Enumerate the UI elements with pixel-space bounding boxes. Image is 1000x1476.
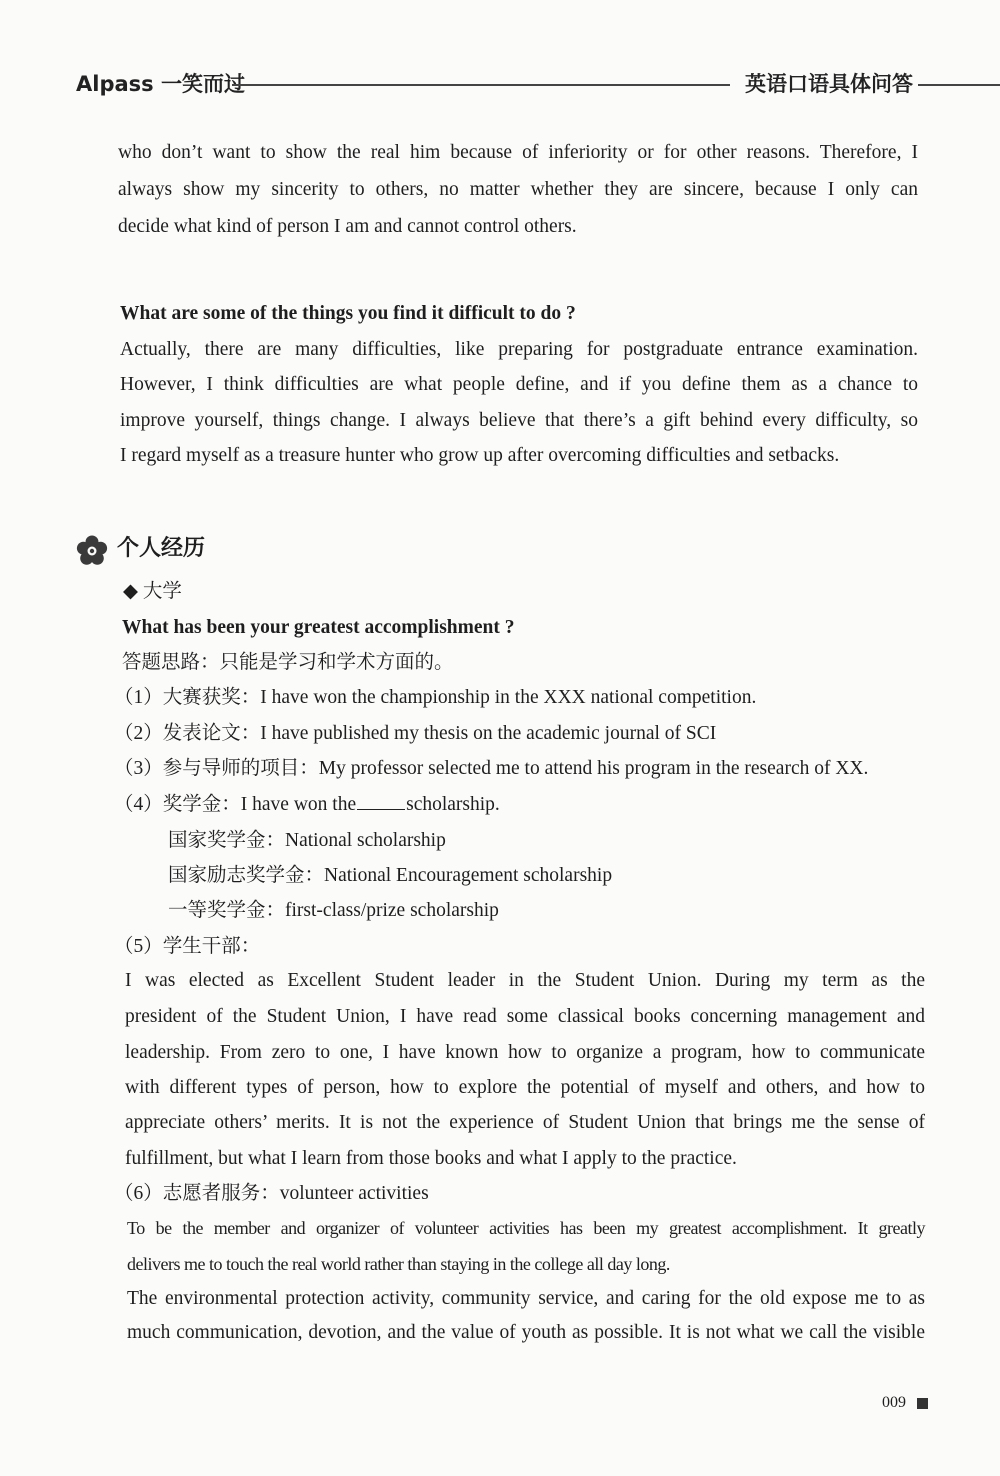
scholarship-1-cn: 国家奖学金： [168, 830, 286, 851]
answer-line-3: improve yourself, things change. I always believe that there’s a gift behind every difficulty, so [120, 410, 918, 431]
scholarship-2 [168, 858, 612, 894]
page-number-text: 009 [882, 1394, 906, 1411]
section-title: 个人经历 [117, 536, 206, 561]
fill-in-blank [357, 795, 405, 810]
header-logo: Alpass 一笑而过 [76, 72, 245, 96]
question-accomplishment: What has been your greatest accomplishment ? [122, 617, 515, 638]
intro-line-3: decide what kind of person I am and cannot control others. [118, 216, 577, 237]
item-5-line-5: appreciate others’ merits. It is not the experience of Student Union that brings me the sense of [125, 1112, 925, 1133]
item-2 [114, 716, 716, 752]
item-1-label: （1）大赛获奖： [114, 687, 261, 708]
subsection-label: 大学 [142, 581, 182, 602]
question-difficult-things: What are some of the things you find it difficult to do ? [120, 303, 576, 324]
intro-line-2: always show my sincerity to others, no matter whether they are sincere, because I only can [118, 179, 918, 200]
scholarship-2-cn: 国家励志奖学金： [168, 865, 325, 886]
item-6-label: （6）志愿者服务： [114, 1183, 280, 1204]
item-5-line-2: president of the Student Union, I have read some classical books concerning management and [125, 1006, 925, 1027]
scholarship-3-en: first-class/prize scholarship [285, 900, 499, 921]
scholarship-3-cn: 一等奖学金： [168, 900, 286, 921]
item-4-text-before: I have won the [240, 794, 357, 815]
answer-approach: 答题思路：只能是学习和学术方面的。 [122, 652, 454, 673]
scholarship-1-en: National scholarship [285, 830, 446, 851]
item-6-line-3: The environmental protection activity, community service, and caring for the old expose me to as [127, 1288, 925, 1309]
item-3 [114, 751, 868, 787]
header-section-title: 英语口语具体问答 [745, 72, 913, 96]
answer-line-4: I regard myself as a treasure hunter who grow up after overcoming difficulties and setbacks. [120, 445, 840, 466]
item-6 [114, 1176, 429, 1212]
page-marker-square [917, 1398, 928, 1409]
item-3-label: （3）参与导师的项目： [114, 758, 319, 779]
item-5-line-6: fulfillment, but what I learn from those books and what I apply to the practice. [125, 1148, 737, 1169]
item-4-text-after: scholarship. [406, 794, 500, 815]
item-5-line-1: I was elected as Excellent Student leader in the Student Union. During my term as the [125, 970, 925, 991]
item-2-label: （2）发表论文： [114, 723, 261, 744]
item-4-label: （4）奖学金： [114, 794, 241, 815]
header-rule-left [232, 84, 730, 86]
subsection-heading [123, 574, 182, 610]
diamond-bullet-icon: ◆ [123, 581, 143, 602]
item-5-line-4: with different types of person, how to explore the potential of myself and others, and how to [125, 1077, 925, 1098]
intro-line-1: who don’t want to show the real him because of inferiority or for other reasons. Therefore, I [118, 142, 918, 163]
item-4 [114, 787, 500, 823]
item-6-line-1: To be the member and organizer of volunteer activities has been my greatest accomplishment. It greatly [127, 1218, 925, 1238]
item-5-label: （5）学生干部： [114, 936, 261, 957]
answer-line-2: However, I think difficulties are what people define, and if you define them as a chance to [120, 374, 918, 395]
item-2-text: I have published my thesis on the academic journal of SCI [260, 723, 717, 744]
scholarship-1 [168, 823, 446, 859]
item-1 [114, 680, 756, 716]
item-6-line-4: much communication, devotion, and the value of youth as possible. It is not what we call the visible [127, 1322, 925, 1343]
header-rule-right [918, 84, 1000, 86]
item-5-line-3: leadership. From zero to one, I have known how to organize a program, how to communicate [125, 1042, 925, 1063]
scholarship-2-en: National Encouragement scholarship [324, 865, 613, 886]
item-6-text: volunteer activities [279, 1183, 429, 1204]
flower-icon [76, 535, 108, 567]
item-3-text: My professor selected me to attend his program in the research of XX. [318, 758, 869, 779]
item-1-text: I have won the championship in the XXX national competition. [260, 687, 757, 708]
answer-line-1: Actually, there are many difficulties, like preparing for postgraduate entrance examination. [120, 339, 918, 360]
scholarship-3 [168, 893, 499, 929]
item-6-line-2: delivers me to touch the real world rather than staying in the college all day long. [127, 1254, 670, 1274]
